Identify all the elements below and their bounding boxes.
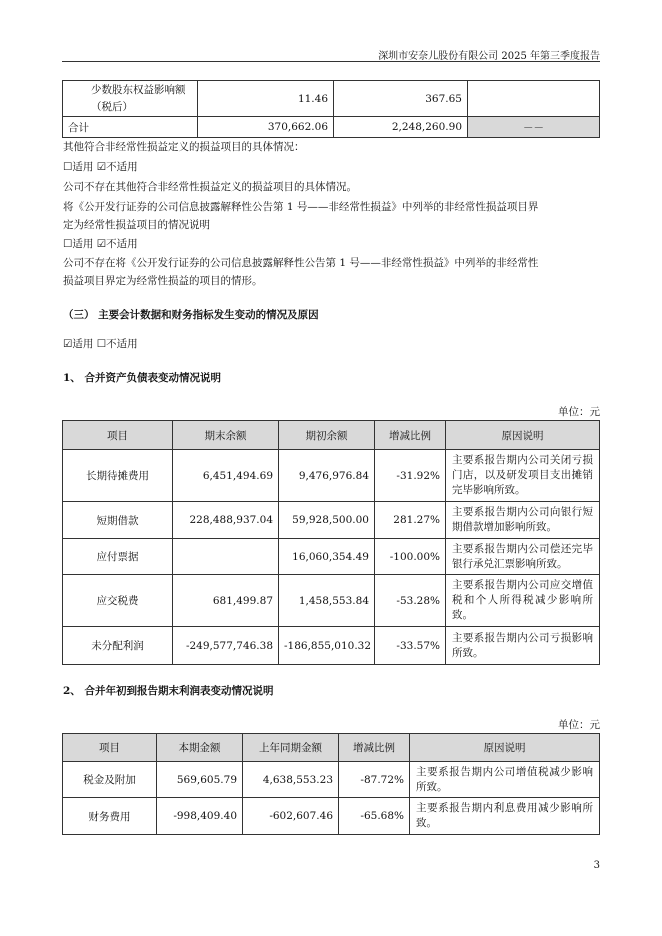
row-item: 未分配利润 [63, 627, 173, 665]
row-current-amount: -998,409.40 [157, 798, 243, 835]
column-header: 原因说明 [410, 734, 600, 762]
subsection-title: 2、 合并年初到报告期末利润表变动情况说明 [63, 685, 274, 697]
row-end-balance: 228,488,937.04 [173, 502, 279, 539]
page-number: 3 [593, 860, 600, 871]
row-ytd: 367.65 [334, 81, 468, 117]
row-reason: 主要系报告期内利息费用减少影响所致。 [410, 798, 600, 835]
row-begin-balance: 59,928,500.00 [279, 502, 375, 539]
row-reason: 主要系报告期内公司增值税减少影响所致。 [410, 762, 600, 798]
column-header: 项目 [63, 734, 157, 762]
row-ratio: -87.72% [339, 762, 410, 798]
header-rule [62, 61, 600, 62]
row-item: 财务费用 [63, 798, 157, 835]
row-reason: 主要系报告期内公司偿还完毕银行承兑汇票影响所致。 [446, 539, 600, 575]
row-prior-amount: 4,638,553.23 [243, 762, 339, 798]
table-row [63, 798, 600, 835]
row-end-balance [173, 539, 279, 575]
row-end-balance: 681,499.87 [173, 575, 279, 627]
table-row [63, 575, 600, 627]
row-ratio: -100.00% [375, 539, 446, 575]
row-note: －－ [468, 117, 600, 138]
row-reason: 主要系报告期内公司关闭亏损门店，以及研发项目支出摊销完毕影响所致。 [446, 450, 600, 502]
row-current: 370,662.06 [198, 117, 334, 138]
column-header: 增减比例 [375, 421, 446, 450]
column-header: 项目 [63, 421, 173, 450]
column-header: 增减比例 [339, 734, 410, 762]
row-note [468, 81, 600, 117]
unit-label: 单位：元 [558, 406, 600, 418]
row-ratio: -33.57% [375, 627, 446, 665]
paragraph: 定为经常性损益项目的情况说明 [63, 219, 210, 231]
row-ratio: -53.28% [375, 575, 446, 627]
row-ytd: 2,248,260.90 [334, 117, 468, 138]
paragraph: 公司不存在将《公开发行证券的公司信息披露解释性公告第 1 号——非经常性损益》中列举的非经常性 [63, 257, 539, 269]
table-row [63, 539, 600, 575]
applicability-options: ☑适用 ☐不适用 [63, 338, 138, 350]
row-item: 长期待摊费用 [63, 450, 173, 502]
balance-sheet-table [62, 420, 600, 665]
table-row [63, 502, 600, 539]
row-ratio: -31.92% [375, 450, 446, 502]
row-prior-amount: -602,607.46 [243, 798, 339, 835]
row-reason: 主要系报告期内公司向银行短期借款增加影响所致。 [446, 502, 600, 539]
table-header-row [63, 421, 600, 450]
row-reason: 主要系报告期内公司亏损影响所致。 [446, 627, 600, 665]
subsection-title: 1、 合并资产负债表变动情况说明 [63, 372, 221, 384]
table-row [63, 762, 600, 798]
row-ratio: 281.27% [375, 502, 446, 539]
applicability-options: ☐适用 ☑不适用 [63, 161, 138, 173]
section-title: （三） 主要会计数据和财务指标发生变动的情况及原因 [63, 309, 319, 321]
row-begin-balance: 9,476,976.84 [279, 450, 375, 502]
row-item: 少数股东权益影响额（税后） [63, 81, 198, 117]
row-item: 应交税费 [63, 575, 173, 627]
row-item: 税金及附加 [63, 762, 157, 798]
column-header: 期末余额 [173, 421, 279, 450]
row-end-balance: 6,451,494.69 [173, 450, 279, 502]
row-current-amount: 569,605.79 [157, 762, 243, 798]
column-header: 上年同期金额 [243, 734, 339, 762]
table-header-row [63, 734, 600, 762]
row-ratio: -65.68% [339, 798, 410, 835]
row-item: 合计 [63, 117, 198, 138]
paragraph: 其他符合非经常性损益定义的损益项目的具体情况： [63, 141, 305, 153]
unit-label: 单位：元 [558, 719, 600, 731]
row-current: 11.46 [198, 81, 334, 117]
non-recurring-table [62, 80, 600, 138]
row-begin-balance: -186,855,010.32 [279, 627, 375, 665]
column-header: 原因说明 [446, 421, 600, 450]
row-item: 短期借款 [63, 502, 173, 539]
row-begin-balance: 16,060,354.49 [279, 539, 375, 575]
paragraph: 公司不存在其他符合非经常性损益定义的损益项目的具体情况。 [63, 181, 357, 193]
column-header: 本期金额 [157, 734, 243, 762]
column-header: 期初余额 [279, 421, 375, 450]
row-end-balance: -249,577,746.38 [173, 627, 279, 665]
row-begin-balance: 1,458,553.84 [279, 575, 375, 627]
income-statement-table [62, 733, 600, 835]
paragraph: 将《公开发行证券的公司信息披露解释性公告第 1 号——非经常性损益》中列举的非经常性损益项目界 [63, 201, 539, 213]
applicability-options: ☐适用 ☑不适用 [63, 238, 138, 250]
table-row [63, 117, 600, 138]
page-header: 深圳市安奈儿股份有限公司 2025 年第三季度报告 [378, 51, 600, 62]
paragraph: 损益项目界定为经常性损益的项目的情形。 [63, 275, 263, 287]
row-item: 应付票据 [63, 539, 173, 575]
table-row [63, 81, 600, 117]
table-row [63, 627, 600, 665]
table-row [63, 450, 600, 502]
row-reason: 主要系报告期内公司应交增值税和个人所得税减少影响所致。 [446, 575, 600, 627]
